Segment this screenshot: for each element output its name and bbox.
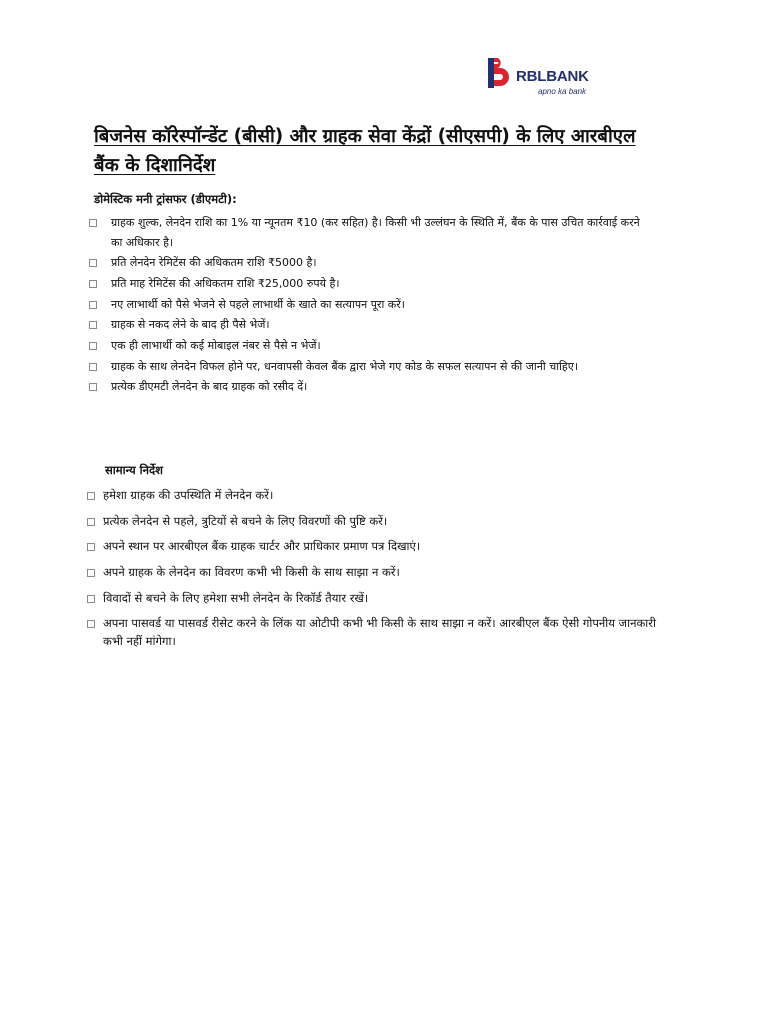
rbl-bank-logo (486, 56, 606, 100)
list-item-text: प्रति माह रेमिटेंस की अधिकतम राशि ₹25,000 रुपये है। (111, 276, 340, 290)
checkbox-bullet-icon (87, 620, 95, 628)
logo-tagline: apno ka bank (538, 87, 587, 96)
page-title: बिजनेस कॉरेस्पॉन्डेंट (बीसी) और ग्राहक सेवा केंद्रों (सीएसपी) के लिए आरबीएल बैंक के दिशानिर्देश (94, 126, 636, 176)
list-item-text: नए लाभार्थी को पैसे भेजने से पहले लाभार्थी के खाते का सत्यापन पूरा करें। (111, 297, 405, 311)
list-item-text: प्रत्येक डीएमटी लेनदेन के बाद ग्राहक को रसीद दें। (111, 380, 308, 394)
list-item-text: प्रत्येक लेनदेन से पहले, त्रुटियों से बचने के लिए विवरणों की पुष्टि करें। (103, 513, 388, 528)
list-item-text: एक ही लाभार्थी को कई मोबाइल नंबर से पैसे न भेजें। (111, 338, 321, 352)
logo-name: RBLBANK (516, 68, 589, 85)
checkbox-bullet-icon (87, 518, 95, 526)
list-item (86, 590, 656, 608)
list-item-text: विवादों से बचने के लिए हमेशा सभी लेनदेन के रिकॉर्ड तैयार रखें। (103, 590, 369, 605)
checkbox-bullet-icon (89, 301, 97, 309)
list-item (88, 213, 648, 252)
checkbox-bullet-icon (87, 543, 95, 551)
checkbox-bullet-icon (87, 595, 95, 603)
list-item (88, 253, 648, 273)
list-item-text: ग्राहक शुल्क, लेनदेन राशि का 1% या न्यूनतम ₹10 (कर सहित) है। किसी भी उल्लंघन के स्थिति में, बैंक के पास उचित कार्रवाई करने का अधिकार है। (111, 216, 640, 249)
checkbox-bullet-icon (89, 259, 97, 267)
list-item (88, 295, 648, 315)
rbl-logo-mark-icon (486, 56, 514, 90)
checkbox-bullet-icon (89, 342, 97, 350)
checkbox-bullet-icon (87, 492, 95, 500)
list-item-text: अपना पासवर्ड या पासवर्ड रीसेट करने के लिंक या ओटीपी कभी भी किसी के साथ साझा न करें। आरबीएल बैंक ऐसी गोपनीय जानकारी कभी नहीं मांगेगा। (103, 616, 656, 648)
list-item (88, 357, 648, 377)
list-item (86, 564, 656, 582)
list-item (88, 274, 648, 294)
list-item (86, 538, 656, 556)
list-item-text: अपने स्थान पर आरबीएल बैंक ग्राहक चार्टर और प्राधिकार प्रमाण पत्र दिखाएं। (103, 539, 421, 554)
list-item (88, 315, 648, 335)
checkbox-bullet-icon (89, 363, 97, 371)
list-item (86, 615, 656, 650)
list-item-text: हमेशा ग्राहक की उपस्थिति में लेनदेन करें। (103, 488, 274, 502)
checkbox-bullet-icon (89, 219, 97, 227)
list-item (88, 336, 648, 356)
list-item-text: ग्राहक से नकद लेने के बाद ही पैसे भेजें। (111, 318, 270, 332)
general-list (86, 487, 656, 659)
list-item (86, 513, 656, 531)
list-item-text: ग्राहक के साथ लेनदेन विफल होने पर, धनवापसी केवल बैंक द्वारा भेजे गए कोड के सफल सत्यापन से की जानी चाहिए। (111, 359, 578, 373)
checkbox-bullet-icon (89, 383, 97, 391)
list-item (86, 487, 656, 505)
checkbox-bullet-icon (89, 321, 97, 329)
general-heading: सामान्य निर्देश (105, 463, 163, 477)
dmt-heading: डोमेस्टिक मनी ट्रांसफर (डीएमटी): (94, 192, 237, 206)
checkbox-bullet-icon (89, 280, 97, 288)
list-item (88, 377, 648, 397)
list-item-text: प्रति लेनदेन रेमिटेंस की अधिकतम राशि ₹5000 है। (111, 256, 317, 270)
dmt-list (88, 213, 648, 398)
list-item-text: अपने ग्राहक के लेनदेन का विवरण कभी भी किसी के साथ साझा न करें। (103, 565, 400, 580)
checkbox-bullet-icon (87, 569, 95, 577)
